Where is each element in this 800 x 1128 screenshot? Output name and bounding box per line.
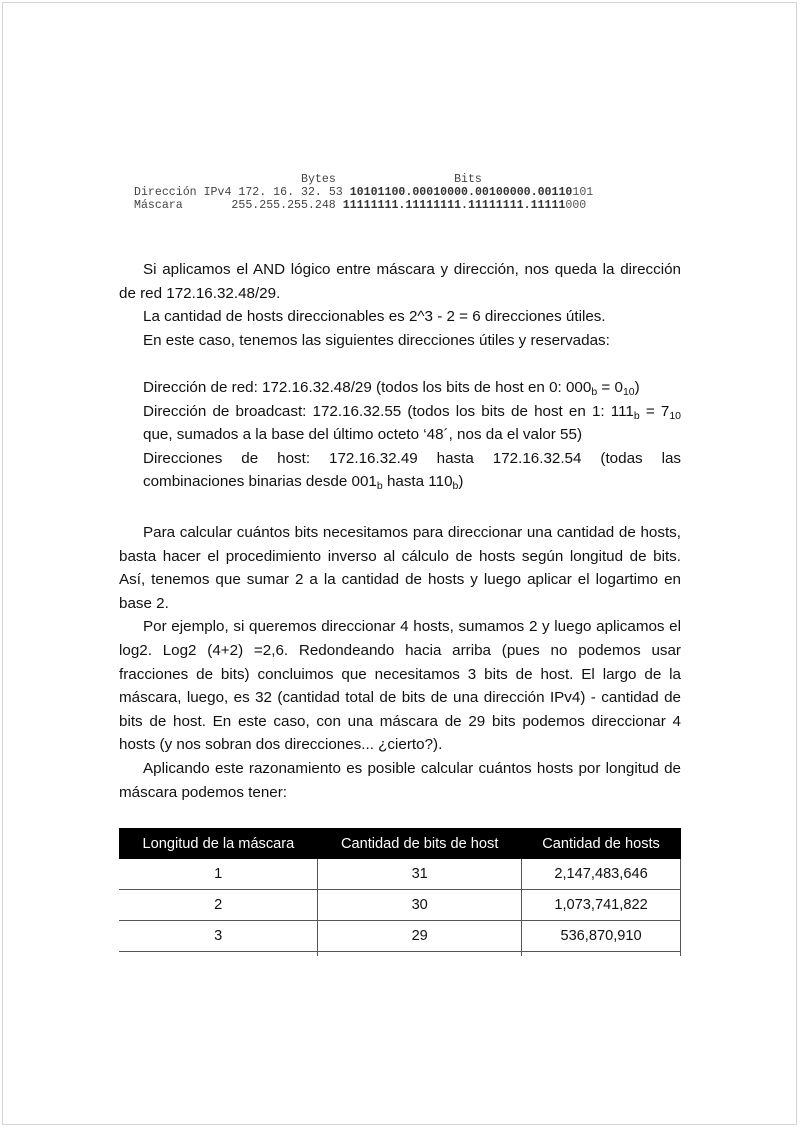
table-header-mask-length: Longitud de la máscara	[119, 828, 318, 859]
figure-header-spacer	[134, 173, 301, 186]
cell-host-bits: 31	[318, 859, 522, 890]
table-row	[119, 921, 681, 952]
list-item-host-addresses	[143, 447, 681, 494]
figure-header-bytes: Bytes	[300, 173, 336, 186]
table-row	[119, 859, 681, 890]
cell-cutoff	[119, 952, 318, 957]
figure-row-mask-label: Máscara	[134, 199, 183, 212]
cell-cutoff	[522, 952, 681, 957]
table-row-cutoff	[119, 952, 681, 957]
broadcast-address-mid: = 7	[639, 402, 670, 420]
figure-row-ip-bits-network: 10101100.00010000.00100000.00110	[349, 186, 573, 199]
subscript: 10	[622, 385, 635, 398]
paragraph-and-result: Si aplicamos el AND lógico entre máscara y dirección, nos queda la dirección de red 172.16.32.48/29.	[119, 261, 681, 302]
paragraph-intro-list: En este caso, tenemos las siguientes direcciones útiles y reservadas:	[143, 331, 610, 349]
figure-header-spacer2	[336, 173, 454, 186]
cell-host-bits: 29	[318, 921, 522, 952]
figure-header-bits: Bits	[454, 173, 482, 186]
cell-host-count: 1,073,741,822	[522, 890, 681, 921]
host-addresses-mid: hasta 110	[382, 473, 453, 491]
list-item-broadcast-address	[143, 400, 681, 447]
subscript: b	[452, 480, 459, 493]
subscript: 10	[669, 409, 681, 422]
host-addresses-text: Direcciones de host: 172.16.32.49 hasta 172.16.32.54 (todas las combinaciones binarias desde 001	[143, 449, 681, 491]
cell-host-count: 2,147,483,646	[522, 859, 681, 890]
figure-row-ip-bits-host: 101	[572, 186, 594, 199]
subscript: b	[376, 480, 383, 493]
host-addresses-end: )	[458, 473, 464, 491]
network-address-end: )	[634, 378, 640, 396]
broadcast-address-end: que, sumados a la base del último octeto ‘48´, nos da el valor 55)	[143, 426, 583, 444]
subscript: b	[591, 385, 598, 398]
figure-row-mask-bits-network: 11111111.11111111.11111111.11111	[342, 199, 566, 212]
table-row	[119, 890, 681, 921]
figure-row-ip-label: Dirección IPv4	[134, 186, 232, 199]
body-text-block-1	[119, 258, 681, 494]
blank-line	[119, 352, 681, 376]
broadcast-address-text: Dirección de broadcast: 172.16.32.55 (todos los bits de host en 1: 111	[143, 402, 634, 420]
paragraph-example: Por ejemplo, si queremos direccionar 4 hosts, sumamos 2 y luego aplicamos el log2. Log2 (4+2) =2,6. Redondeando hacia arriba (pues no podemos usar fracciones de bits) concluimos que necesitamos 3 bits de host. El largo de la máscara, luego, es 32 (cantidad total de bits de una dirección IPv4) - cantidad de bits de host. En este caso, con una máscara de 29 bits podemos direccionar 4 hosts (y nos sobran dos direcciones... ¿cierto?).	[119, 618, 681, 754]
network-address-text: Dirección de red: 172.16.32.48/29 (todos los bits de host en 0: 000	[143, 378, 592, 396]
cell-mask-length: 3	[119, 921, 318, 952]
cell-host-bits: 30	[318, 890, 522, 921]
cell-cutoff	[318, 952, 522, 957]
cell-mask-length: 2	[119, 890, 318, 921]
body-text-block-2	[119, 521, 681, 804]
table-header-host-bits: Cantidad de bits de host	[318, 828, 522, 859]
binary-figure	[134, 173, 593, 212]
figure-row-mask-bits-host: 000	[565, 199, 587, 212]
list-item-network-address	[143, 376, 681, 400]
figure-row-mask-bytes: 255.255.255.248	[231, 199, 336, 212]
cell-mask-length: 1	[119, 859, 318, 890]
network-address-mid: = 0	[597, 378, 623, 396]
paragraph-calc-bits: Para calcular cuántos bits necesitamos para direccionar una cantidad de hosts, basta hacer el procedimiento inverso al cálculo de hosts según longitud de bits. Así, tenemos que sumar 2 a la cantidad de hosts y luego aplicar el logartimo en base 2.	[119, 524, 681, 612]
figure-row-ip-bytes: 172. 16. 32. 53	[238, 186, 343, 199]
paragraph-host-count: La cantidad de hosts direccionables es 2^3 - 2 = 6 direcciones útiles.	[143, 308, 606, 326]
table-header-row	[119, 828, 681, 859]
table-header-host-count: Cantidad de hosts	[522, 828, 681, 859]
paragraph-applying: Aplicando este razonamiento es posible calcular cuántos hosts por longitud de máscara podemos tener:	[119, 759, 681, 801]
subscript: b	[633, 409, 640, 422]
mask-hosts-table	[119, 828, 681, 956]
cell-host-count: 536,870,910	[522, 921, 681, 952]
